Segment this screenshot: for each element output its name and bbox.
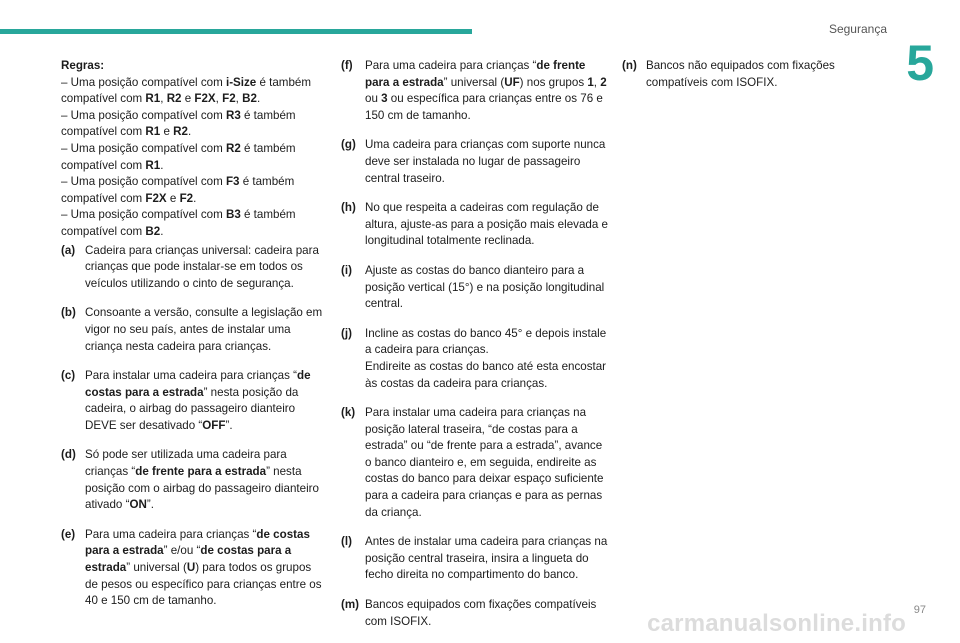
section-title: Segurança [828,22,887,36]
rule-line [61,141,326,174]
text-run: – Uma posição compatível com [61,141,226,155]
text-run: Só pode ser utilizada uma cadeira para crianças “ [85,448,287,479]
text-run: Endireite as costas do banco até esta encostar às costas da cadeira para crianças. [365,359,607,390]
note-label: (n) [622,59,637,72]
page-number: 97 [913,604,926,616]
text-run: e [166,191,180,205]
bold-text: de costas para a estrada [85,527,310,558]
note-label: (b) [61,306,76,320]
note-text [646,58,852,91]
text-run: ”. [225,418,233,432]
text-run: Antes de instalar uma cadeira para crianças na posição central traseira, insira a lingueta do fecho direita no compartimento do banco. [365,535,608,582]
note-text [85,447,326,513]
text-run: ” nesta posição com o airbag do passageiro dianteiro ativado “ [85,465,319,512]
bold-text: F2X [145,191,167,205]
text-run: , [235,92,243,106]
bold-text: R1 [145,158,161,172]
note-text [85,305,326,355]
note-item [341,200,609,250]
text-run: – Uma posição compatível com [61,108,226,122]
notes-list-2 [341,58,609,630]
text-run: ” e/ou “ [163,544,201,558]
note-text [365,263,609,313]
watermark: carmanualsonline.info [647,610,906,637]
text-run: . [160,224,164,238]
rule-line [61,108,326,141]
text-run: é também compatível com [61,141,296,172]
note-item [61,368,326,434]
note-item [341,326,609,392]
note-label: (e) [61,527,76,541]
note-item [61,243,326,293]
note-label: (c) [61,369,76,383]
text-run: Cadeira para crianças universal: cadeira para crianças que pode instalar-se em todos os veículos utilizando o cinto de segurança. [85,243,319,290]
bold-text: F3 [225,175,240,189]
notes-list-1 [61,243,326,610]
note-label: (l) [341,535,352,549]
note-item [341,58,609,124]
text-run: . [193,191,197,205]
rule-line [61,75,326,108]
note-item [61,527,326,610]
note-item [341,263,609,313]
note-item [341,534,609,584]
text-run: é também compatível com [61,175,295,205]
bold-text: F2X [194,92,216,106]
note-item [61,305,326,355]
rules-heading: Regras: [61,59,105,72]
text-run: Para instalar uma cadeira para crianças na posição lateral traseira, “de costas para a estrada” ou “de frente para a estrada”, avance o banco dianteiro e, em seguida, endireite as costas do banco para deixar espaço suficiente para a cadeira para crianças e para as pernas da criança. [365,406,604,519]
text-run: . [160,158,164,172]
note-label: (f) [341,59,353,72]
note-label: (a) [61,243,76,257]
text-run: Uma cadeira para crianças com suporte nunca deve ser instalada no lugar de passageiro central traseiro. [365,138,606,185]
text-run: é também compatível com [61,75,312,106]
bold-text: R2 [173,125,188,139]
note-item [341,137,609,187]
bold-text: R2 [225,141,241,155]
note-label: (g) [341,138,356,152]
bold-text: ON [129,498,147,512]
text-run: Para uma cadeira para crianças “ [85,527,257,541]
text-run: Para instalar uma cadeira para crianças “ [85,369,298,383]
text-run: ” universal ( [126,561,187,575]
bold-text: 2 [600,75,607,89]
text-run: Para uma cadeira para crianças “ [365,59,537,72]
column-3 [622,58,852,104]
bold-text: OFF [202,418,226,432]
text-run: ”. [146,498,154,512]
text-run: e [181,92,195,106]
bold-text: F2 [179,191,194,205]
text-run: e [160,125,174,139]
bold-text: R1 [145,125,161,139]
notes-list-3 [622,58,852,91]
text-run: No que respeita a cadeiras com regulação de altura, ajuste-as para a posição mais elevada e longitudinal totalmente reclinada. [365,201,608,248]
column-1 [61,58,326,623]
bold-text: U [186,561,196,575]
bold-text: de frente para a estrada [365,59,586,89]
text-run: , [593,75,601,89]
note-item [341,597,609,630]
text-run: Incline as costas do banco 45° e depois instale a cadeira para crianças. [365,326,607,357]
bold-text: 3 [381,92,388,106]
rule-line [61,207,326,240]
text-run: ou [365,92,382,106]
note-item [61,447,326,513]
text-run: ) para todos os grupos de pesos ou específico para crianças entre os 40 e 150 cm de tamanho. [85,561,322,608]
note-text [85,243,326,293]
column-2 [341,58,609,643]
bold-text: F2 [222,92,236,106]
bold-text: UF [504,75,520,89]
note-text [85,368,326,434]
bold-text: de costas para a estrada [85,544,292,575]
bold-text: de costas para a estrada [85,369,311,399]
note-label: (m) [341,598,360,612]
note-label: (k) [341,406,356,420]
note-text [365,405,609,521]
text-run: . [256,92,261,106]
text-run: Bancos não equipados com fixações compatíveis com ISOFIX. [646,59,835,89]
note-text [365,534,609,584]
text-run: Ajuste as costas do banco dianteiro para a posição vertical (15°) e na posição longitudinal central. [365,263,605,311]
text-run: é também compatível com [61,108,296,139]
text-run: . [187,125,192,139]
text-run: , [215,92,223,106]
bold-text: B3 [225,208,241,222]
note-item [622,58,852,91]
text-run: – Uma posição compatível com [61,208,226,222]
chapter-number: 5 [906,35,934,91]
note-label: (h) [341,201,356,215]
note-text [365,326,609,392]
bold-text: 1 [587,75,594,89]
text-run: ) nos grupos [519,75,588,89]
bold-text: B2 [145,224,161,238]
note-label: (i) [341,263,352,277]
text-run: Consoante a versão, consulte a legislação em vigor no seu país, antes de instalar uma criança nesta cadeira para crianças. [85,306,323,353]
bold-text: R1 [145,92,161,106]
text-run: ” universal ( [443,75,505,89]
note-text [365,200,609,250]
note-item [341,405,609,521]
rules-list [61,75,326,241]
note-text [365,597,609,630]
bold-text: i-Size [225,75,257,89]
text-run: é também compatível com [61,208,296,238]
bold-text: B2 [242,92,257,106]
bold-text: R2 [166,92,182,106]
note-label: (d) [61,448,76,462]
note-label: (j) [341,326,352,340]
note-text [365,137,609,187]
text-run: – Uma posição compatível com [61,175,226,189]
text-run: , [160,92,167,106]
note-text [85,527,326,610]
bold-text: de frente para a estrada [135,465,267,479]
bold-text: R3 [225,108,241,122]
accent-bar [0,29,472,34]
text-run: ” nesta posição da cadeira, o airbag do passageiro dianteiro DEVE ser desativado “ [85,385,299,432]
text-run: ou específica para crianças entre os 76 e 150 cm de tamanho. [365,92,603,122]
note-text [365,58,609,124]
text-run: Bancos equipados com fixações compatíveis com ISOFIX. [365,598,597,628]
rule-line [61,174,326,207]
text-run: – Uma posição compatível com [61,75,226,89]
